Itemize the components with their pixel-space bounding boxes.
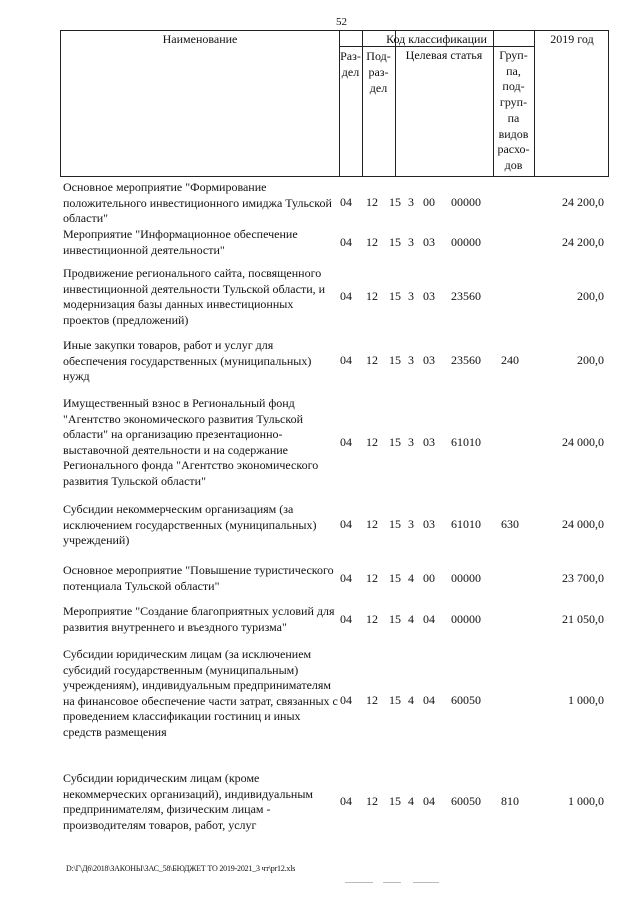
- table-row: [0, 338, 640, 385]
- table-row: [0, 227, 640, 258]
- cell-podrazdel: 12: [366, 195, 378, 210]
- cell-razdel: 04: [340, 289, 352, 303]
- column-header-year: 2019 год: [550, 32, 594, 46]
- cell-t1: 15: [389, 794, 401, 808]
- column-header-podrazdel: Под- раз- дел: [366, 49, 391, 95]
- row-name: Основное мероприятие "Повышение туристического потенциала Тульской области": [63, 563, 334, 593]
- cell-t4: 00000: [451, 195, 481, 210]
- decorative-dash: [383, 882, 401, 883]
- cell-podrazdel: 12: [366, 611, 378, 626]
- cell-t2: 3: [408, 234, 414, 249]
- table-row: [0, 396, 640, 489]
- cell-vid: 240: [501, 353, 519, 368]
- cell-podrazdel: 12: [366, 570, 378, 585]
- page-number: 52: [336, 16, 347, 28]
- cell-razdel: 04: [340, 234, 352, 249]
- table-row: [0, 266, 640, 328]
- cell-amount: 23 700,0: [562, 570, 604, 585]
- cell-t4: 61010: [451, 517, 481, 532]
- cell-razdel: 04: [340, 794, 352, 808]
- cell-amount: 200,0: [577, 353, 604, 368]
- cell-t2: 4: [408, 794, 414, 808]
- cell-podrazdel: 12: [366, 434, 378, 449]
- table-header: [60, 30, 609, 177]
- cell-t3: 00: [423, 570, 435, 585]
- cell-t3: 03: [423, 517, 435, 532]
- cell-t4: 23560: [451, 353, 481, 368]
- row-name: Субсидии юридическим лицам (кроме некоммерческих организаций), индивидуальным предпринимателям, физическим лицам - производителям товаров, работ, услуг: [63, 771, 313, 832]
- row-name: Продвижение регионального сайта, посвященного инвестиционной деятельности Тульской области, и модернизация базы данных инвестиционных проектов (предложений): [63, 266, 326, 327]
- cell-amount: 24 000,0: [562, 434, 604, 449]
- cell-amount: 24 000,0: [562, 517, 604, 532]
- row-name: Иные закупки товаров, работ и услуг для обеспечения государственных (муниципальных) нужд: [63, 338, 312, 383]
- cell-t3: 03: [423, 434, 435, 449]
- cell-t3: 04: [423, 611, 435, 626]
- cell-amount: 1 000,0: [568, 693, 604, 708]
- cell-t4: 61010: [451, 434, 481, 449]
- row-name: Мероприятие "Информационное обеспечение инвестиционной деятельности": [63, 227, 298, 257]
- cell-amount: 1 000,0: [568, 794, 604, 808]
- cell-t3: 00: [423, 195, 435, 210]
- cell-t4: 00000: [451, 570, 481, 585]
- cell-podrazdel: 12: [366, 517, 378, 532]
- decorative-dash: [413, 882, 439, 883]
- cell-t4: 60050: [451, 794, 481, 808]
- cell-t3: 03: [423, 234, 435, 249]
- cell-amount: 24 200,0: [562, 234, 604, 249]
- cell-t4: 00000: [451, 234, 481, 249]
- cell-razdel: 04: [340, 195, 352, 210]
- cell-razdel: 04: [340, 353, 352, 368]
- table-row: [0, 647, 640, 756]
- row-name: Основное мероприятие "Формирование положительного инвестиционного имиджа Тульской области": [63, 180, 332, 225]
- cell-amount: 200,0: [577, 289, 604, 303]
- cell-t1: 15: [389, 234, 401, 249]
- cell-t1: 15: [389, 611, 401, 626]
- table-row: [0, 180, 640, 227]
- cell-t3: 04: [423, 693, 435, 708]
- column-header-name: Наименование: [162, 32, 238, 46]
- cell-amount: 21 050,0: [562, 611, 604, 626]
- file-path-footer: D:\Г\Д6\2018\ЗАКОНЫ\ЗАС_58\БЮДЖЕТ ТО 2019-2021_3 чт\pr12.xls: [66, 864, 296, 873]
- cell-t1: 15: [389, 289, 401, 303]
- cell-t1: 15: [389, 434, 401, 449]
- cell-t1: 15: [389, 195, 401, 210]
- cell-razdel: 04: [340, 517, 352, 532]
- row-name: Мероприятие "Создание благоприятных условий для развития внутреннего и въездного туризма": [63, 604, 335, 634]
- row-name: Субсидии юридическим лицам (за исключением субсидий государственным (муниципальным) учреждениям), индивидуальным предпринимателям на финансовое обеспечение части затрат, связанных с проведением классификации гостиниц и иных средств размещения: [63, 647, 338, 739]
- cell-razdel: 04: [340, 693, 352, 708]
- cell-t2: 3: [408, 289, 414, 303]
- cell-podrazdel: 12: [366, 234, 378, 249]
- column-header-target: Целевая статья: [405, 48, 483, 62]
- cell-razdel: 04: [340, 611, 352, 626]
- cell-t2: 3: [408, 353, 414, 368]
- cell-podrazdel: 12: [366, 289, 378, 303]
- cell-amount: 24 200,0: [562, 195, 604, 210]
- column-header-razdel: Раз- дел: [340, 49, 361, 79]
- cell-t1: 15: [389, 693, 401, 708]
- table-row: [0, 604, 640, 635]
- cell-t2: 4: [408, 570, 414, 585]
- row-name: Субсидии некоммерческим организациям (за исключением государственных (муниципальных) учреждений): [63, 502, 317, 547]
- row-name: Имущественный взнос в Региональный фонд "Агентство экономического развития Тульской области" на организацию презентационно-выставочной деятельности и на содержание Регионального фонда "Агентство экономического развития Тульской области": [63, 396, 319, 488]
- cell-t2: 4: [408, 693, 414, 708]
- cell-vid: 810: [501, 794, 519, 808]
- table-row: [0, 563, 640, 594]
- cell-t4: 60050: [451, 693, 481, 708]
- cell-t4: 23560: [451, 289, 481, 303]
- cell-t1: 15: [389, 570, 401, 585]
- cell-razdel: 04: [340, 570, 352, 585]
- decorative-dash: [345, 882, 373, 883]
- cell-podrazdel: 12: [366, 353, 378, 368]
- table-row: [0, 502, 640, 549]
- cell-t2: 3: [408, 195, 414, 210]
- cell-podrazdel: 12: [366, 693, 378, 708]
- cell-t3: 03: [423, 353, 435, 368]
- cell-t3: 04: [423, 794, 435, 808]
- cell-t1: 15: [389, 517, 401, 532]
- cell-t2: 3: [408, 517, 414, 532]
- cell-t1: 15: [389, 353, 401, 368]
- cell-t2: 4: [408, 611, 414, 626]
- cell-podrazdel: 12: [366, 794, 378, 808]
- cell-t2: 3: [408, 434, 414, 449]
- cell-t3: 03: [423, 289, 435, 303]
- table-row: [0, 771, 640, 833]
- cell-t4: 00000: [451, 611, 481, 626]
- column-header-code: Код классификации: [386, 32, 487, 46]
- column-header-vid: Груп- па, под- груп- па видов расхо- дов: [497, 48, 530, 172]
- header-divider: [534, 31, 535, 176]
- cell-razdel: 04: [340, 434, 352, 449]
- cell-vid: 630: [501, 517, 519, 532]
